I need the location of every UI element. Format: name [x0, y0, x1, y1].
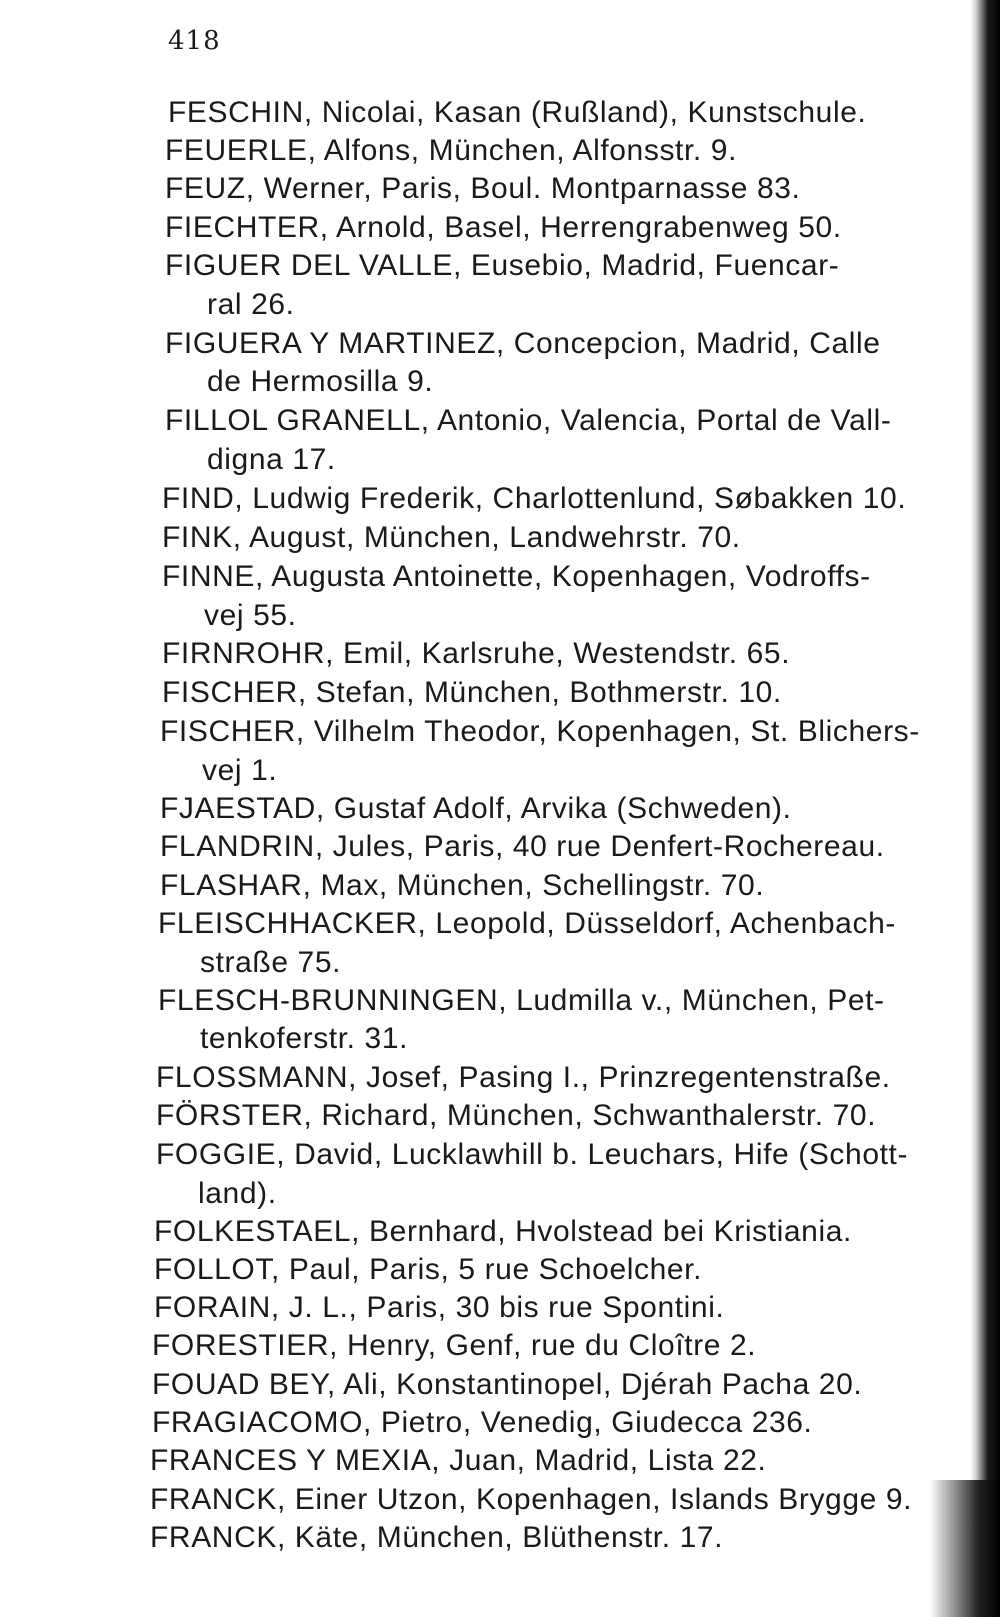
entry-line: FESCHIN, Nicolai, Kasan (Rußland), Kunstschule.	[168, 96, 867, 129]
entry-line: vej 55.	[204, 599, 297, 632]
entry-line: FRANCK, Käte, München, Blüthenstr. 17.	[150, 1521, 724, 1554]
entry-line: FRANCES Y MEXIA, Juan, Madrid, Lista 22.	[150, 1444, 767, 1477]
entry-line: FINNE, Augusta Antoinette, Kopenhagen, Vodroffs-	[162, 560, 871, 593]
entry-line: FIGUERA Y MARTINEZ, Concepcion, Madrid, Calle	[165, 327, 881, 360]
entry-line: FORAIN, J. L., Paris, 30 bis rue Spontini.	[154, 1291, 725, 1324]
entry-line: FIGUER DEL VALLE, Eusebio, Madrid, Fuencar-	[165, 249, 840, 282]
entry-line: vej 1.	[202, 754, 278, 787]
entry-line: de Hermosilla 9.	[207, 365, 434, 398]
entry-line: FORESTIER, Henry, Genf, rue du Cloître 2.	[152, 1329, 757, 1362]
entry-line: FIND, Ludwig Frederik, Charlottenlund, Søbakken 10.	[162, 482, 907, 515]
entry-line: FRAGIACOMO, Pietro, Venedig, Giudecca 236.	[152, 1406, 813, 1439]
entry-line: FRANCK, Einer Utzon, Kopenhagen, Islands Brygge 9.	[150, 1483, 913, 1516]
entry-line: land).	[198, 1177, 277, 1210]
entry-line: FLANDRIN, Jules, Paris, 40 rue Denfert-Rochereau.	[160, 830, 885, 863]
entry-line: FEUZ, Werner, Paris, Boul. Montparnasse 83.	[165, 172, 801, 205]
entry-line: FLASHAR, Max, München, Schellingstr. 70.	[160, 869, 765, 902]
entry-line: FIRNROHR, Emil, Karlsruhe, Westendstr. 65.	[162, 637, 791, 670]
entry-line: FISCHER, Stefan, München, Bothmerstr. 10.	[162, 676, 782, 709]
entry-line: FIECHTER, Arnold, Basel, Herrengrabenweg 50.	[165, 211, 842, 244]
entry-line: FOGGIE, David, Lucklawhill b. Leuchars, Hife (Schott-	[156, 1138, 909, 1171]
entry-line: FEUERLE, Alfons, München, Alfonsstr. 9.	[165, 134, 737, 167]
entry-line: FINK, August, München, Landwehrstr. 70.	[162, 521, 741, 554]
entry-line: digna 17.	[207, 443, 336, 476]
entry-line: FLOSSMANN, Josef, Pasing I., Prinzregentenstraße.	[156, 1061, 891, 1094]
entry-line: FISCHER, Vilhelm Theodor, Kopenhagen, St. Blichers-	[160, 715, 920, 748]
entry-line: FOLLOT, Paul, Paris, 5 rue Schoelcher.	[154, 1253, 703, 1286]
entry-line: tenkoferstr. 31.	[200, 1022, 409, 1055]
entry-line: FILLOL GRANELL, Antonio, Valencia, Portal de Vall-	[165, 404, 892, 437]
entry-line: FLEISCHHACKER, Leopold, Düsseldorf, Achenbach-	[158, 907, 896, 940]
entry-line: FOLKESTAEL, Bernhard, Hvolstead bei Kristiania.	[154, 1215, 852, 1248]
entry-line: FÖRSTER, Richard, München, Schwanthalerstr. 70.	[156, 1099, 877, 1132]
entry-line: straße 75.	[200, 946, 342, 979]
entry-line: ral 26.	[207, 288, 295, 321]
entry-line: FLESCH-BRUNNINGEN, Ludmilla v., München, Pet-	[158, 984, 885, 1017]
entry-line: FOUAD BEY, Ali, Konstantinopel, Djérah Pacha 20.	[152, 1368, 863, 1401]
page-number: 418	[168, 26, 221, 56]
entry-line: FJAESTAD, Gustaf Adolf, Arvika (Schweden).	[160, 792, 792, 825]
